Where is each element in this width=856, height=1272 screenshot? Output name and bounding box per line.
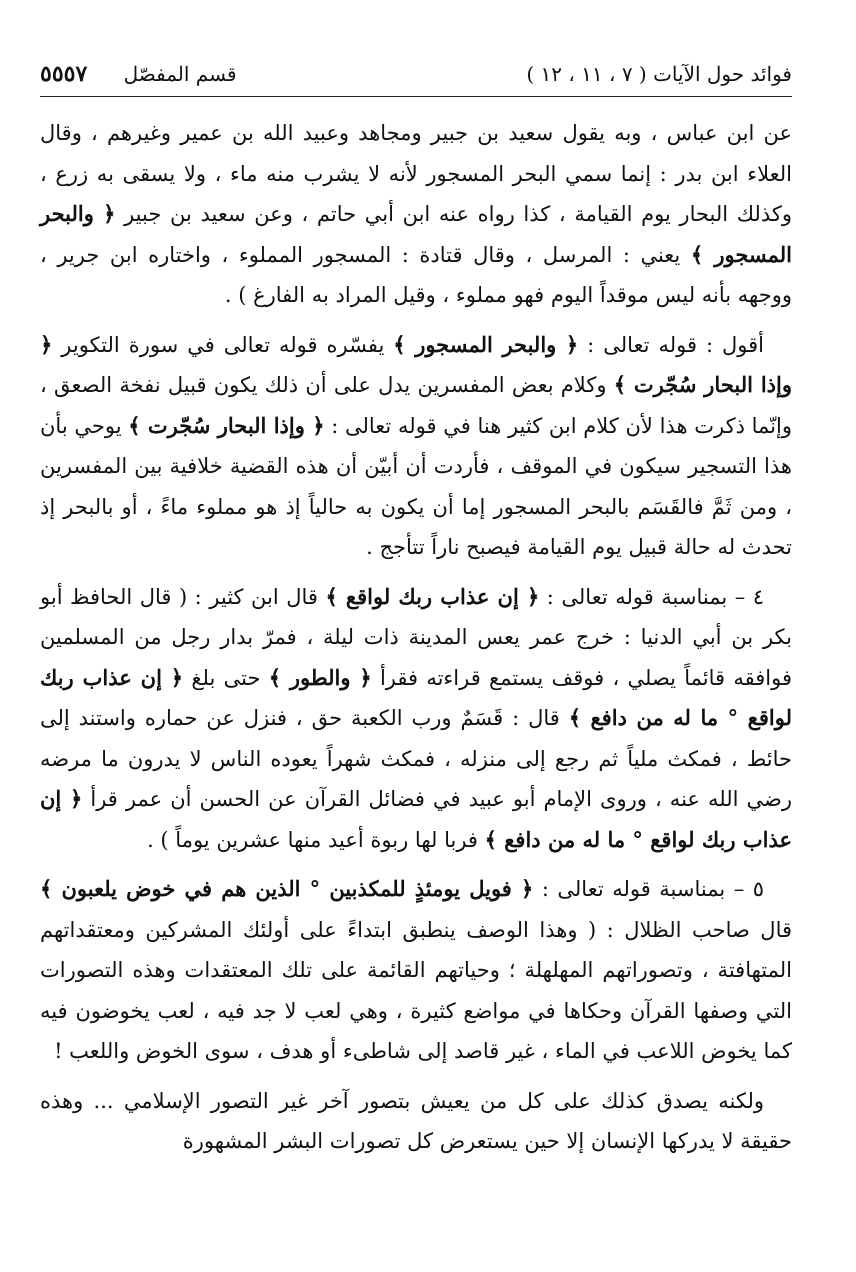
paragraph [40,113,792,316]
text-run: ولكنه يصدق كذلك على كل من يعيش بتصور آخر غير التصور الإسلامي ... وهذه حقيقة لا يدركها الإنسان إلا حين يستعرض كل تصورات البشر المشهورة [40,1088,792,1153]
chapter-title: فوائد حول الآيات ( ٧ ، ١١ ، ١٢ ) [526,62,792,86]
text-run: ٤ – بمناسبة قوله تعالى : [539,584,765,609]
text-run: عن ابن عباس ، وبه يقول سعيد بن جبير ومجاهد وعبيد الله بن عمير وغيرهم ، وقال العلاء ابن بدر : إنما سمي البحر المسجور لأنه لا يشرب منه ماء ، ولا يسقى به زرع ، وكذلك البحار يوم القيامة ، كذا رواه عنه ابن أبي حاتم ، وعن سعيد بن جبير [40,121,792,226]
text-run: يفسّره قوله تعالى في سورة التكوير [52,332,394,357]
text-run: قال ابن كثير : ( قال الحافظ أبو بكر بن أبي الدنيا : خرج عمر يعس المدينة ذات ليلة ، فمرّ بدار رجل من المسلمين فوافقه قائماً يصلي ، فوقف يستمع قراءته فقرأ [40,584,792,690]
quran-quote: ﴿ والبحر المسجور ﴾ [40,201,792,267]
text-run: ٥ – بمناسبة قوله تعالى : [533,877,764,901]
text-run: يوحي بأن هذا التسجير سيكون في الموقف ، فأردت أن أبيّن أن هذه القضية خلافية بين المفسرين ، ومن ثَمَّ فالقَسَم بالبحر المسجور إما أن يكون به حالياً إذ هو مملوء ماءً ، أو بالبحر إذ تحدث له حالة قبيل يوم القيامة فيصبح ناراً تتأجج . [40,413,792,559]
text-run: وكلام بعض المفسرين يدل على أن ذلك يكون قبيل نفخة الصعق ، وإنّما ذكرت هذا لأن كلام ابن كثير هنا في قوله تعالى : [40,373,792,438]
text-run: يعني : المرسل ، وقال قتادة : المسجور المملوء ، واختاره ابن جرير ، ووجهه بأنه ليس موقداً اليوم فهو مملوء ، وقيل المراد به الفارغ ) . [40,242,792,307]
paragraph [40,577,792,861]
text-run: فربا لها ربوة أعيد منها عشرين يوماً ) . [147,827,485,852]
quran-quote: ﴿ إن عذاب ربك لواقع ﴾ [325,583,540,609]
paragraph [40,1081,792,1162]
paragraph [40,325,792,568]
header-left-group [40,52,237,96]
page-body [40,97,792,1162]
quran-quote: ﴿ وإذا البحار سُجّرت ﴾ [128,412,325,438]
text-run: حتى بلغ [183,665,269,690]
page-header [40,52,792,97]
quran-quote: ﴿ إن عذاب ربك لواقع ° ما له من دافع ﴾ [40,664,792,730]
quran-quote: ﴿ والطور ﴾ [268,664,372,690]
section-name: قسم المفصّل [123,62,237,86]
text-run: قال : قَسَمٌ ورب الكعبة حق ، فنزل عن حماره واستند إلى حائط ، فمكث ملياً ثم رجع إلى منزله ، فمكث شهراً يعوده الناس لا يدرون ما مرضه رضي الله عنه ، وروى الإمام أبو عبيد في فضائل القرآن عن الحسن أن عمر قرأ [40,706,793,811]
quran-quote: ﴿ والبحر المسجور ﴾ [393,331,579,357]
text-run: أقول : قوله تعالى : [578,332,765,357]
quran-quote: ﴿ فويل يومئذٍ للمكذبين ° الذين هم في خوض يلعبون ﴾ [40,876,534,901]
quran-quote: ﴿ وإذا البحار سُجّرت ﴾ [40,331,792,397]
paragraph [40,869,792,1072]
page-number: ٥٥٥٧ [40,61,88,87]
text-run: قال صاحب الظلال : ( وهذا الوصف ينطبق ابتداءً على أولئك المشركين ومعتقداتهم المتهافتة ، وتصوراتهم المهلهلة ؛ وحياتهم القائمة على تلك المعتقدات وهذه التصورات التي وصفها القرآن وحكاها في مواضع كثيرة ، وهي لعب لا جد فيه ، لعب يخوضون فيه كما يخوض اللاعب في الماء ، غير قاصد إلى شاطىء أو هدف ، سوى الخوض واللعب ! [40,917,792,1063]
quran-quote: ﴿ إن عذاب ربك لواقع ° ما له من دافع ﴾ [40,786,792,852]
